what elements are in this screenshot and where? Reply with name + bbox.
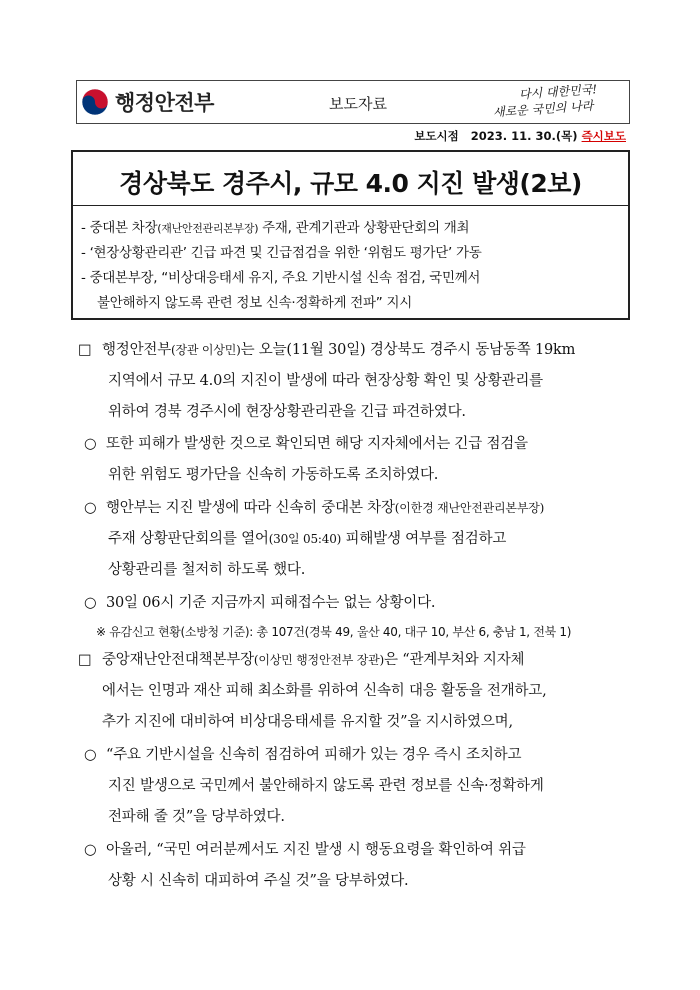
ministry-logo <box>81 87 214 117</box>
slogan-line-1: 다시 대한민국! <box>518 82 598 102</box>
circle-bullet: ○ <box>84 747 97 763</box>
paragraph-line: 전파해 줄 것”을 당부하였다. <box>108 809 285 825</box>
paragraph-7 <box>84 835 639 897</box>
summary-item: - 중대본부장, “비상대응태세 유지, 주요 기반시설 신속 점검, 국민께서 <box>81 270 481 286</box>
paragraph-line: 지역에서 규모 4.0의 지진이 발생에 따라 현장상황 확인 및 상황관리를 <box>108 373 543 389</box>
header-box <box>76 80 630 124</box>
paragraph-3 <box>84 493 639 586</box>
paragraph-2 <box>84 429 639 491</box>
paragraph-1 <box>78 335 638 428</box>
paragraph-line: 또한 피해가 발생한 것으로 확인되면 해당 지자체에서는 긴급 점검을 <box>106 436 528 452</box>
paragraph-line: 위한 위험도 평가단을 신속히 가동하도록 조치하였다. <box>108 467 439 483</box>
paragraph-line: 행정안전부(장관 이상민)는 오늘(11월 30일) 경상북도 경주시 동남동쪽 19km <box>102 342 576 358</box>
paragraph-line: 에서는 인명과 재산 피해 최소화를 위하여 신속히 대응 활동을 전개하고, <box>102 683 547 699</box>
paragraph-line: 중앙재난안전대책본부장(이상민 행정안전부 장관)은 “관계부처와 지자체 <box>102 652 525 668</box>
paragraph-line: 추가 지진에 대비하여 비상대응태세를 유지할 것”을 지시하였으며, <box>102 714 513 730</box>
paragraph-4 <box>84 588 639 619</box>
square-bullet: □ <box>78 652 92 668</box>
taegeuk-icon <box>81 88 109 116</box>
paragraph-line: 아울러, “국민 여러분께서도 지진 발생 시 행동요령을 확인하여 위급 <box>106 842 526 858</box>
paragraph-line: 상황 시 신속히 대피하여 주실 것”을 당부하였다. <box>108 873 409 889</box>
paragraph-5 <box>78 645 638 738</box>
slogan-handwriting <box>473 83 623 123</box>
ministry-name: 행정안전부 <box>115 91 214 115</box>
square-bullet: □ <box>78 342 92 358</box>
page-title: 경상북도 경주시, 규모 4.0 지진 발생(2보) <box>119 169 582 198</box>
document-type: 보도자료 <box>329 95 387 113</box>
paragraph-line: 상황관리를 철저히 하도록 했다. <box>108 562 306 578</box>
summary-item: - 중대본 차장(재난안전관리본부장) 주재, 관계기관과 상황판단회의 개최 <box>81 220 470 236</box>
immediate-release-badge: 즉시보도 <box>581 129 626 143</box>
circle-bullet: ○ <box>84 842 97 858</box>
title-divider <box>73 205 628 206</box>
release-date: 2023. 11. 30.(목) <box>470 129 578 143</box>
paragraph-line: 주재 상황판단회의를 열어(30일 05:40) 피해발생 여부를 점검하고 <box>108 531 507 547</box>
summary-item: - ‘현장상황관리관’ 긴급 파견 및 긴급점검을 위한 ‘위험도 평가단’ 가동 <box>81 245 482 261</box>
slogan-line-2: 새로운 국민의 나라 <box>492 98 594 120</box>
paragraph-line: 지진 발생으로 국민께서 불안해하지 않도록 관련 정보를 신속·정확하게 <box>108 778 544 794</box>
summary-item-continued: 불안해하지 않도록 관련 정보 신속·정확하게 전파” 지시 <box>97 295 412 311</box>
paragraph-line: 위하여 경북 경주시에 현장상황관리관을 긴급 파견하였다. <box>108 404 466 420</box>
paragraph-6 <box>84 740 639 833</box>
release-info <box>414 128 626 144</box>
paragraph-line: “주요 기반시설을 신속히 점검하여 피해가 있는 경우 즉시 조치하고 <box>106 747 522 763</box>
title-box <box>71 150 630 320</box>
circle-bullet: ○ <box>84 595 97 611</box>
release-label: 보도시점 <box>414 129 459 143</box>
paragraph-line: 30일 06시 기준 지금까지 피해접수는 없는 상황이다. <box>106 595 436 611</box>
report-count-note: ※ 유감신고 현황(소방청 기준): 총 107건(경북 49, 울산 40, 대구 10, 부산 6, 충남 1, 전북 1) <box>96 625 572 639</box>
circle-bullet: ○ <box>84 436 97 452</box>
circle-bullet: ○ <box>84 500 97 516</box>
paragraph-line: 행안부는 지진 발생에 따라 신속히 중대본 차장(이한경 재난안전관리본부장) <box>106 500 545 516</box>
